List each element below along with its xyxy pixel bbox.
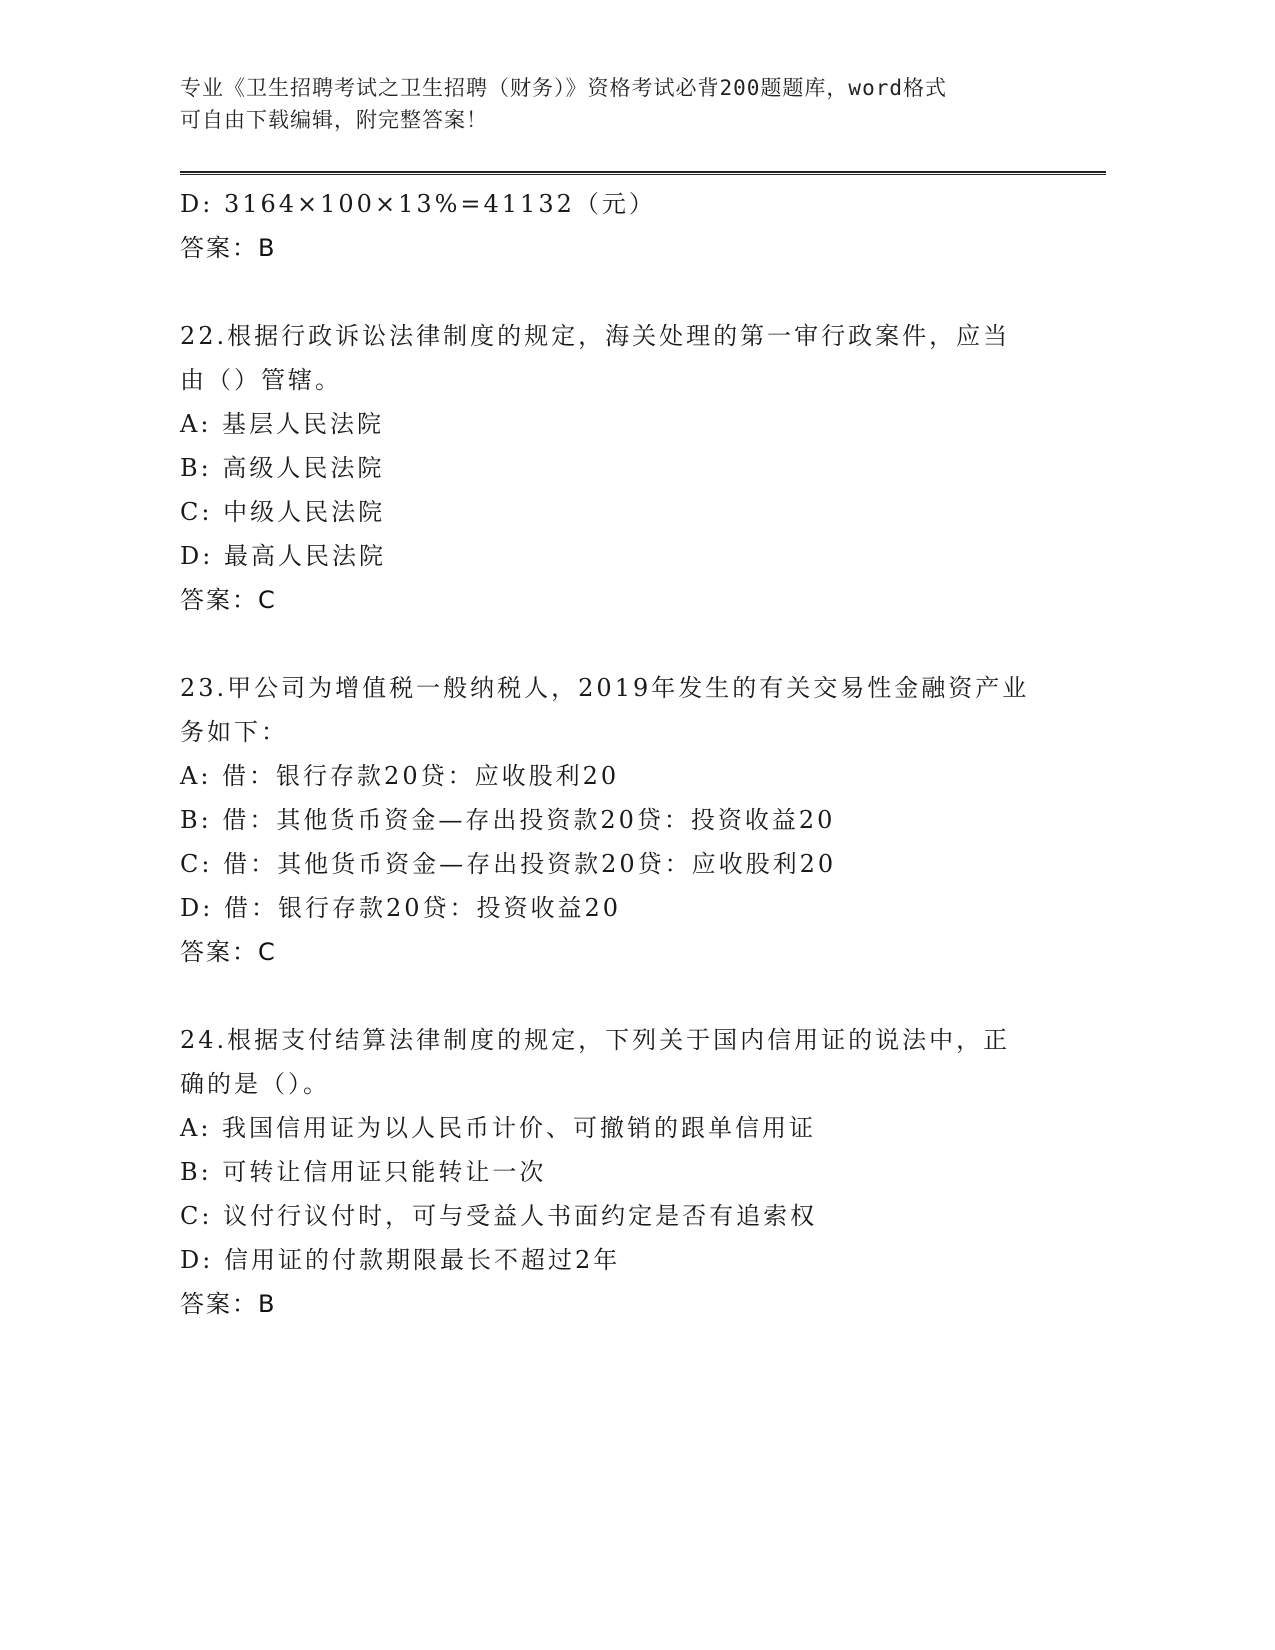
question-stem-line: 24.根据支付结算法律制度的规定，下列关于国内信用证的说法中，正 — [180, 1026, 1011, 1054]
option-c: C: 中级人民法院 — [180, 498, 386, 526]
previous-question-tail — [180, 182, 1060, 270]
answer-line: 答案：B — [180, 1290, 277, 1318]
option-b: B: 可转让信用证只能转让一次 — [180, 1158, 547, 1186]
option-a: A: 我国信用证为以人民币计价、可撤销的跟单信用证 — [180, 1114, 817, 1142]
question-stem-line: 22.根据行政诉讼法律制度的规定，海关处理的第一审行政案件，应当 — [180, 322, 1011, 350]
question-24 — [180, 1018, 1060, 1326]
question-22 — [180, 314, 1060, 622]
header-divider — [180, 171, 1106, 175]
option-d: D: 信用证的付款期限最长不超过2年 — [180, 1246, 621, 1274]
header-line-1: 专业《卫生招聘考试之卫生招聘（财务）》资格考试必背200题题库，word格式 — [180, 76, 947, 100]
spacer — [180, 974, 1060, 1018]
option-b: B: 借：其他货币资金—存出投资款20贷：投资收益20 — [180, 806, 836, 834]
option-c: C: 议付行议付时，可与受益人书面约定是否有追索权 — [180, 1202, 818, 1230]
question-stem-line: 确的是（）。 — [180, 1070, 330, 1098]
page-header — [180, 72, 1080, 136]
document-body — [180, 182, 1060, 1326]
answer-line: 答案：C — [180, 586, 277, 614]
spacer — [180, 270, 1060, 314]
question-stem-line: 23.甲公司为增值税一般纳税人，2019年发生的有关交易性金融资产业 — [180, 674, 1030, 702]
question-stem-line: 务如下： — [180, 718, 288, 746]
option-b: B: 高级人民法院 — [180, 454, 385, 482]
question-23 — [180, 666, 1060, 974]
option-d: D: 3164×100×13%=41132（元） — [180, 190, 656, 218]
answer-line: 答案：B — [180, 234, 277, 262]
option-d: D: 借：银行存款20贷：投资收益20 — [180, 894, 622, 922]
option-c: C: 借：其他货币资金—存出投资款20贷：应收股利20 — [180, 850, 837, 878]
answer-line: 答案：C — [180, 938, 277, 966]
question-stem-line: 由（）管辖。 — [180, 366, 342, 394]
header-line-2: 可自由下载编辑，附完整答案！ — [180, 108, 488, 132]
option-d: D: 最高人民法院 — [180, 542, 386, 570]
spacer — [180, 622, 1060, 666]
option-a: A: 借：银行存款20贷：应收股利20 — [180, 762, 620, 790]
option-a: A: 基层人民法院 — [180, 410, 385, 438]
